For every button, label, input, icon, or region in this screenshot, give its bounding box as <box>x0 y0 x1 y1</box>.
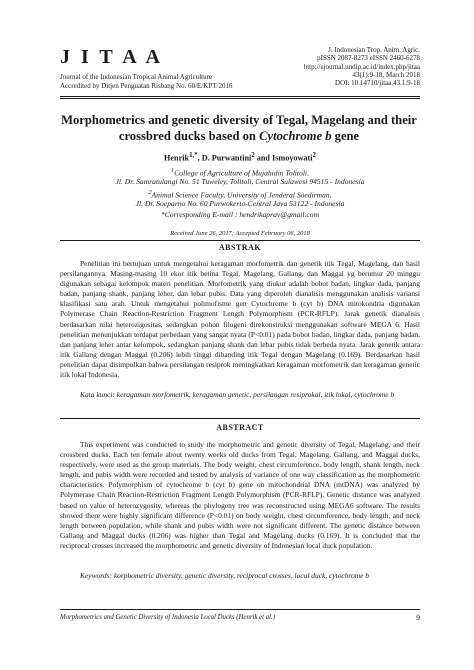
author-list: Henrik$^{1,*}$, D. Purwantini$^2$ and Ismoyowati$^2$ <box>164 152 316 163</box>
page-number: 9 <box>416 613 420 622</box>
meta-url[interactable]: http://ejournal.undip.ac.id/index.php/jitaa <box>303 62 420 71</box>
abstract-keywords <box>80 571 420 581</box>
abstrak-paragraph: Penelitian ini bertujuan untuk mengetahui keragaman morfometrik dan genetik itik Tegal, Magelang, dan hasil persilangannya. Masing-masing 10 ekor itik betina Tegal, Magelang, Gallang, dan Maggal yg berumur 20 minggu digunakan sebagai kelompok materi penelitian. Morfometrik yang diukur adalah bobot badan, lingkar dada, panjang badan, panjang shank, panjang leher, dan lebar pubis. Data yang diperoleh dianalisis menggunakan analisis variansi klasifikasi satu arah. Untuk mengetahui polimofisme gen Cytochrome b (cyt b) DNA mitokondria digunakan Polymerase Chain Reaction-Restriction Fragment Length Polymorphism (PCR-RFLP). Jarak genetik dianalisis berdasarkan nilai heterozigositas, sedangkan pohon filogeni direkonstruksi menggunakan software MEGA 6. Hasil penelitian menunjukkan terdapat perbedaan yang sangat nyata (P<0.01) pada bobot badan, lingkar dada, panjang badan, dan panjang leher antar kelompok, sedangkan panjang shank dan lebar pubis tidak berbeda nyata. Jarak genetik antara itik Gallang dengan Maggal (0.206) lebih tinggi dibanding itik Tegal dengan Magelang (0.169). Berdasarkan hasil penelitian dapat disimpulkan bahwa persilangan resiprok meningkatkan keragaman morfometrik dan keragaman genetic itik lokal Indonesia. <box>60 259 420 380</box>
affiliation-mark: 1 <box>171 167 175 174</box>
meta-doi: DOI: 10.14710/jitaa.43.1.9-18 <box>335 79 420 88</box>
keywords-list: korphometric diversity, genetic diversity, reciprocal crosses, local duck, cytochrome b <box>113 571 370 580</box>
author-affiliation-mark: 2 <box>251 152 255 159</box>
header-rule-thin <box>60 98 420 99</box>
journal-name: Journal of the Indonesian Tropical Animal Agriculture <box>60 73 213 81</box>
affiliation-line <box>60 199 420 209</box>
affiliation-text: College of Agriculture of Mujahidin Tolitoli, <box>174 168 309 178</box>
title-part: gene <box>331 129 360 143</box>
author-name: Henrik <box>164 153 190 163</box>
masthead <box>60 46 420 96</box>
article-title <box>58 112 420 144</box>
title-line-2 <box>58 128 420 144</box>
author-affiliation-mark: 2 <box>312 152 316 159</box>
header-rule <box>60 96 420 97</box>
affiliation-text[interactable]: *Corresponding E-mail : hendrikaprav@gmail.com <box>160 210 320 219</box>
abstrak-top-rule <box>60 240 420 241</box>
affiliation-text: Animal Science Faculty, University of Jenderal Soedirman, <box>151 190 332 200</box>
abstract-top-rule <box>60 418 420 419</box>
author-name: and Ismoyowati <box>256 153 313 163</box>
corresponding-email <box>60 210 420 220</box>
journal-logo: J I T A A <box>60 46 163 68</box>
abstract-paragraph: This experiment was conducted to study the morphometric and genetic diversity of Tegal, Magelang, and their crossbred ducks. Each ten female about twenty weeks old ducks from Tegal, Magelang, Gallang, and Maggal ducks, respectively, were used as the group materials. The body weight, chest circumference, body length, shank length, neck length, and pubis width were recorded and tested by analysis of variance of one way classification as the morphometric characteristics. Polymorphism of cytochrome b (cyt b) gene on mitochondrial DNA (mtDNA) was analyzed by Polymerase Chain Reaction-Restriction Fragment Length Polymorphism (PCR-RFLP). Genetic distance was analyzed based on value of heterozygosity, whereas the phylogeny tree was reconstructed using MEGA6 software. The results showed there were highly significant difference (P<0.01) on body weight, chest circumference, body length, and neck length between population, while shank and pubis width were not significant different. The genetic distance between Gallang and Maggal ducks (0.206) was higher than Tegal and Magelang ducks (0.169). It is concluded that the reciprocal crosses increased the morphometric and genetic diversity of Indonesian local duck population. <box>60 440 420 550</box>
accreditation-note: Accredited by Ditjen Penguatan Risbang No. 60/E/KPT/2016 <box>60 82 233 90</box>
affiliation-text: Jl. Dr. Soeparno No. 60 Purwokerto-Central Java 53122 - Indonesia <box>135 199 345 208</box>
meta-issn: pISSN 2087-8273 eISSN 2460-6278 <box>317 54 420 63</box>
affiliation-line <box>60 177 420 187</box>
affiliation-text: Jl. Dr. Samratulangi No. 51 Tuweley, Tolitoli, Central Sulawesi 94515 - Indonesia <box>115 177 365 186</box>
abstract-heading: ABSTRACT <box>216 423 264 432</box>
author-name: D. Purwantini <box>201 153 252 163</box>
keywords-label: Keywords: <box>80 571 112 580</box>
abstract-body <box>60 440 420 551</box>
title-line-1: Morphometrics and genetic diversity of Tegal, Magelang and their <box>61 113 417 127</box>
abstrak-heading: ABSTRAK <box>218 243 262 252</box>
meta-issue: 43(1):9-18, March 2018 <box>352 70 420 79</box>
journal-meta <box>250 46 420 87</box>
keywords-label: Kata kunci: <box>80 390 115 399</box>
running-title: Morphometrics and Genetic Diversity of Indonesia Local Ducks (Henrik et al.) <box>60 614 275 621</box>
keywords-list: keragaman morfometrik, keragaman genetic, persilangan resiprokal, itik lokal, cytochrome b <box>116 390 395 399</box>
received-dates: Received June 26, 2017; Accepted February 06, 2018 <box>170 230 310 237</box>
affiliation-mark: 2 <box>148 189 152 196</box>
title-part: crossbred ducks based on <box>118 129 260 143</box>
meta-journal-abbrev: J. Indonesian Trop. Anim. Agric. <box>328 46 420 54</box>
title-gene-name: Cytochrome b <box>259 129 332 143</box>
author-affiliation-mark: 1,* <box>189 152 198 159</box>
abstrak-body <box>60 259 420 380</box>
footer-rule <box>60 609 420 610</box>
abstrak-keywords <box>80 390 420 400</box>
